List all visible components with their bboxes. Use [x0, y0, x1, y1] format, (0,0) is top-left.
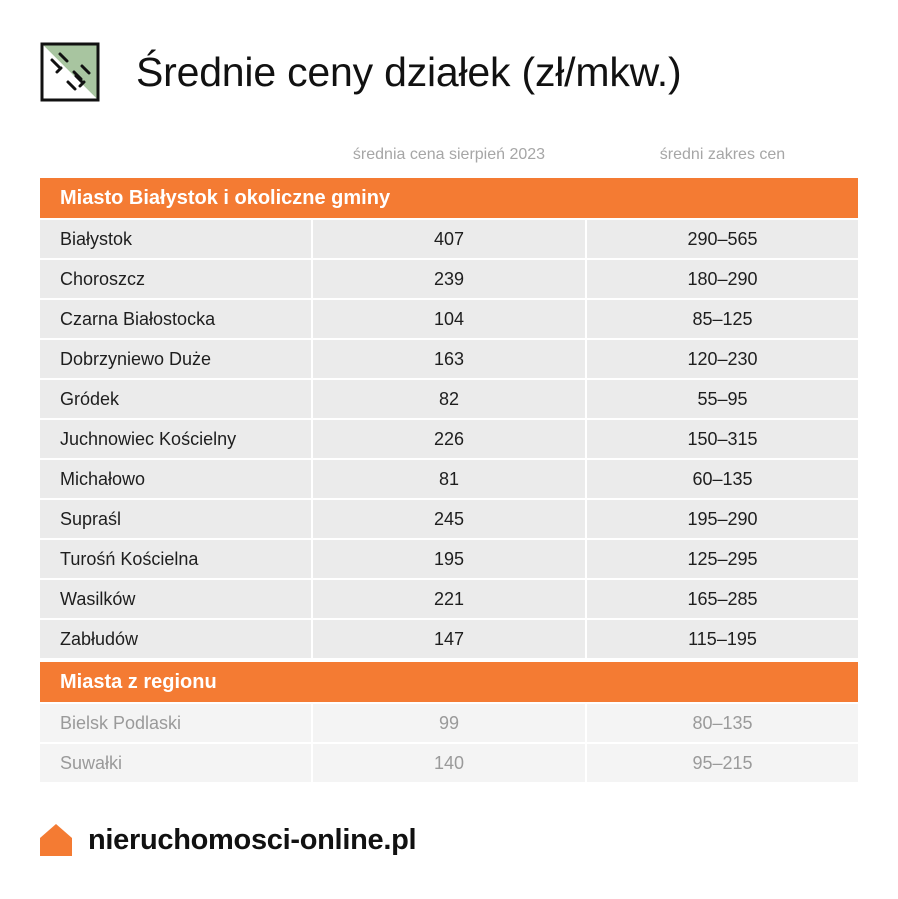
city-name: Czarna Białostocka [40, 300, 311, 338]
house-icon [40, 824, 72, 856]
table-region [40, 704, 858, 784]
city-name: Supraśl [40, 500, 311, 538]
table-row [40, 460, 858, 498]
price-range: 80–135 [587, 704, 858, 742]
price-range: 85–125 [587, 300, 858, 338]
avg-price: 245 [313, 500, 585, 538]
header [40, 42, 681, 102]
city-name: Turośń Kościelna [40, 540, 311, 578]
avg-price: 82 [313, 380, 585, 418]
price-range: 95–215 [587, 744, 858, 782]
price-range: 290–565 [587, 220, 858, 258]
avg-price: 407 [313, 220, 585, 258]
table-row [40, 500, 858, 538]
table-row [40, 340, 858, 378]
table-row [40, 260, 858, 298]
land-plot-icon [40, 42, 100, 102]
table-row [40, 744, 858, 782]
avg-price: 81 [313, 460, 585, 498]
section-header-bialystok: Miasto Białystok i okoliczne gminy [40, 178, 858, 218]
table-row [40, 220, 858, 258]
price-range: 125–295 [587, 540, 858, 578]
price-range: 60–135 [587, 460, 858, 498]
price-range: 120–230 [587, 340, 858, 378]
table-row [40, 420, 858, 458]
city-name: Dobrzyniewo Duże [40, 340, 311, 378]
price-range: 115–195 [587, 620, 858, 658]
city-name: Michałowo [40, 460, 311, 498]
city-name: Zabłudów [40, 620, 311, 658]
avg-price: 140 [313, 744, 585, 782]
avg-price: 239 [313, 260, 585, 298]
avg-price: 221 [313, 580, 585, 618]
table-row [40, 704, 858, 742]
page-title: Średnie ceny działek (zł/mkw.) [136, 48, 682, 95]
column-header-avg-price: średnia cena sierpień 2023 [352, 146, 546, 163]
price-range: 180–290 [587, 260, 858, 298]
city-name: Wasilków [40, 580, 311, 618]
section-header-region: Miasta z regionu [40, 662, 858, 702]
table-row [40, 620, 858, 658]
table-row [40, 300, 858, 338]
avg-price: 163 [313, 340, 585, 378]
city-name: Białystok [40, 220, 311, 258]
city-name: Bielsk Podlaski [40, 704, 311, 742]
avg-price: 147 [313, 620, 585, 658]
avg-price: 99 [313, 704, 585, 742]
footer [40, 820, 416, 860]
table-row [40, 540, 858, 578]
table-row [40, 580, 858, 618]
city-name: Suwałki [40, 744, 311, 782]
table-row [40, 380, 858, 418]
price-range: 165–285 [587, 580, 858, 618]
avg-price: 104 [313, 300, 585, 338]
price-range: 55–95 [587, 380, 858, 418]
price-range: 195–290 [587, 500, 858, 538]
table-bialystok [40, 220, 858, 660]
avg-price: 195 [313, 540, 585, 578]
city-name: Juchnowiec Kościelny [40, 420, 311, 458]
price-range: 150–315 [587, 420, 858, 458]
brand-name: nieruchomosci-online.pl [88, 823, 417, 856]
city-name: Gródek [40, 380, 311, 418]
column-header-price-range: średni zakres cen [659, 146, 786, 163]
city-name: Choroszcz [40, 260, 311, 298]
avg-price: 226 [313, 420, 585, 458]
